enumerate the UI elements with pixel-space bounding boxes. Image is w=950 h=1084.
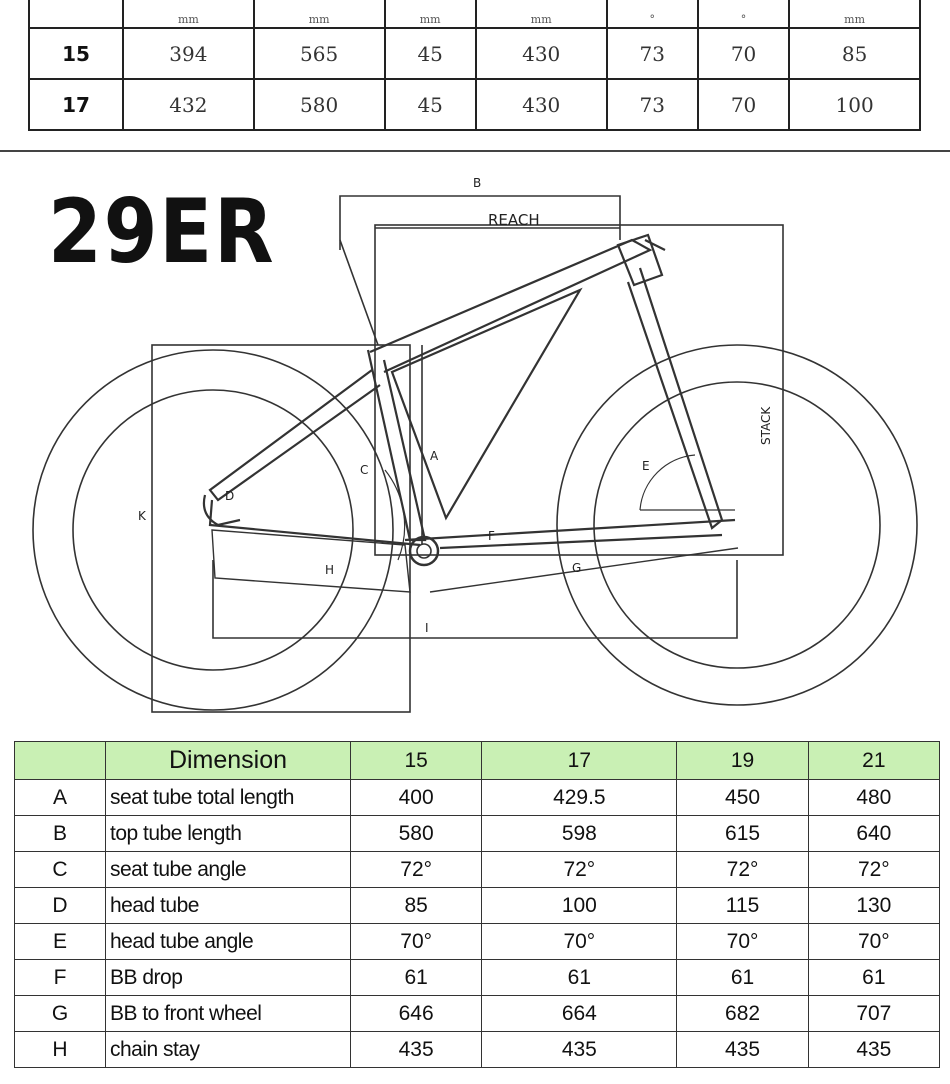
table-cell: 45 xyxy=(385,28,476,79)
dimension-table-header xyxy=(15,742,940,780)
label-e: E xyxy=(642,459,650,473)
label-k: K xyxy=(138,509,146,523)
table-cell: 435 xyxy=(482,1032,677,1068)
table-cell: 646 xyxy=(351,996,482,1032)
table-cell: 615 xyxy=(677,816,808,852)
table-cell: 450 xyxy=(677,780,808,816)
row-description: seat tube total length xyxy=(106,780,351,816)
bike-geometry-diagram xyxy=(0,160,950,720)
table-cell: 72° xyxy=(482,852,677,888)
unit-row xyxy=(29,0,920,28)
dimension-table xyxy=(14,741,940,1068)
unit-cell: mm xyxy=(123,0,254,28)
table-cell: 61 xyxy=(677,960,808,996)
table-cell: 72° xyxy=(351,852,482,888)
table-cell: 70 xyxy=(698,79,789,130)
stack-box xyxy=(375,225,783,555)
row-letter: B xyxy=(15,816,106,852)
table-cell: 430 xyxy=(476,79,607,130)
down-tube-low xyxy=(440,535,722,548)
unit-cell: ° xyxy=(607,0,698,28)
table-cell: 580 xyxy=(254,79,385,130)
unit-cell: mm xyxy=(385,0,476,28)
table-row xyxy=(15,780,940,816)
row-description: head tube xyxy=(106,888,351,924)
front-wheel-outer xyxy=(557,345,917,705)
table-cell: 598 xyxy=(482,816,677,852)
size-header: 17 xyxy=(482,742,677,780)
table-cell: 435 xyxy=(351,1032,482,1068)
label-reach: REACH xyxy=(488,211,540,229)
row-letter: F xyxy=(15,960,106,996)
page-title: 29ER xyxy=(48,180,276,283)
table-row xyxy=(15,1032,940,1068)
table-row xyxy=(29,79,920,130)
table-cell: 45 xyxy=(385,79,476,130)
label-g: G xyxy=(572,561,582,575)
size-cell: 17 xyxy=(29,79,123,130)
row-letter: G xyxy=(15,996,106,1032)
table-row xyxy=(15,960,940,996)
row-description: BB drop xyxy=(106,960,351,996)
row-description: head tube angle xyxy=(106,924,351,960)
table-cell: 72° xyxy=(808,852,939,888)
table-cell: 640 xyxy=(808,816,939,852)
bottom-bracket xyxy=(410,537,438,565)
label-stack: STACK xyxy=(759,406,773,445)
size-header: 19 xyxy=(677,742,808,780)
table-cell: 70° xyxy=(808,924,939,960)
table-cell: 429.5 xyxy=(482,780,677,816)
size-header: 21 xyxy=(808,742,939,780)
table-cell: 100 xyxy=(789,79,920,130)
table-cell: 70° xyxy=(482,924,677,960)
b-bracket xyxy=(340,196,620,250)
table-cell: 580 xyxy=(351,816,482,852)
angle-c-arc xyxy=(385,470,405,560)
label-h: H xyxy=(325,563,335,577)
table-cell: 70° xyxy=(351,924,482,960)
unit-cell: mm xyxy=(476,0,607,28)
table-cell: 61 xyxy=(482,960,677,996)
geometry-table-top xyxy=(28,0,921,131)
dimension-header: Dimension xyxy=(106,742,351,780)
table-cell: 61 xyxy=(808,960,939,996)
table-cell: 480 xyxy=(808,780,939,816)
label-d: D xyxy=(225,489,235,503)
table-cell: 70 xyxy=(698,28,789,79)
row-letter: C xyxy=(15,852,106,888)
table-cell: 73 xyxy=(607,28,698,79)
label-f: F xyxy=(488,529,495,543)
table-cell: 430 xyxy=(476,28,607,79)
table-cell: 707 xyxy=(808,996,939,1032)
unit-cell: ° xyxy=(698,0,789,28)
table-row xyxy=(15,816,940,852)
row-letter: H xyxy=(15,1032,106,1068)
row-description: BB to front wheel xyxy=(106,996,351,1032)
header-cell xyxy=(15,742,106,780)
table-cell: 70° xyxy=(677,924,808,960)
table-row xyxy=(15,924,940,960)
top-tube xyxy=(370,240,650,372)
table-row xyxy=(15,888,940,924)
table-cell: 565 xyxy=(254,28,385,79)
b-dim-line xyxy=(340,240,378,345)
table-cell: 435 xyxy=(677,1032,808,1068)
table-cell: 682 xyxy=(677,996,808,1032)
table-row xyxy=(29,28,920,79)
table-cell xyxy=(29,0,123,28)
table-cell: 664 xyxy=(482,996,677,1032)
i-bracket xyxy=(213,560,737,638)
table-cell: 432 xyxy=(123,79,254,130)
seat-stay xyxy=(210,370,380,500)
table-cell: 100 xyxy=(482,888,677,924)
unit-cell: mm xyxy=(254,0,385,28)
table-cell: 394 xyxy=(123,28,254,79)
head-tube xyxy=(618,235,662,285)
label-b: B xyxy=(473,176,482,190)
bottom-bracket-inner xyxy=(417,544,431,558)
label-c: C xyxy=(360,463,369,477)
row-letter: A xyxy=(15,780,106,816)
table-cell: 435 xyxy=(808,1032,939,1068)
down-tube xyxy=(628,268,722,528)
table-cell: 85 xyxy=(789,28,920,79)
table-cell: 85 xyxy=(351,888,482,924)
size-header: 15 xyxy=(351,742,482,780)
table-row xyxy=(15,996,940,1032)
table-cell: 73 xyxy=(607,79,698,130)
label-i: I xyxy=(425,621,429,635)
unit-cell: mm xyxy=(789,0,920,28)
k-box xyxy=(152,345,410,712)
table-cell: 115 xyxy=(677,888,808,924)
row-description: chain stay xyxy=(106,1032,351,1068)
size-cell: 15 xyxy=(29,28,123,79)
table-cell: 130 xyxy=(808,888,939,924)
row-description: top tube length xyxy=(106,816,351,852)
row-letter: D xyxy=(15,888,106,924)
table-row xyxy=(15,852,940,888)
table-cell: 61 xyxy=(351,960,482,996)
table-cell: 400 xyxy=(351,780,482,816)
row-description: seat tube angle xyxy=(106,852,351,888)
row-letter: E xyxy=(15,924,106,960)
label-a: A xyxy=(430,449,439,463)
h-box xyxy=(212,530,410,592)
section-divider xyxy=(0,150,950,152)
table-cell: 72° xyxy=(677,852,808,888)
seat-tube xyxy=(368,350,425,540)
